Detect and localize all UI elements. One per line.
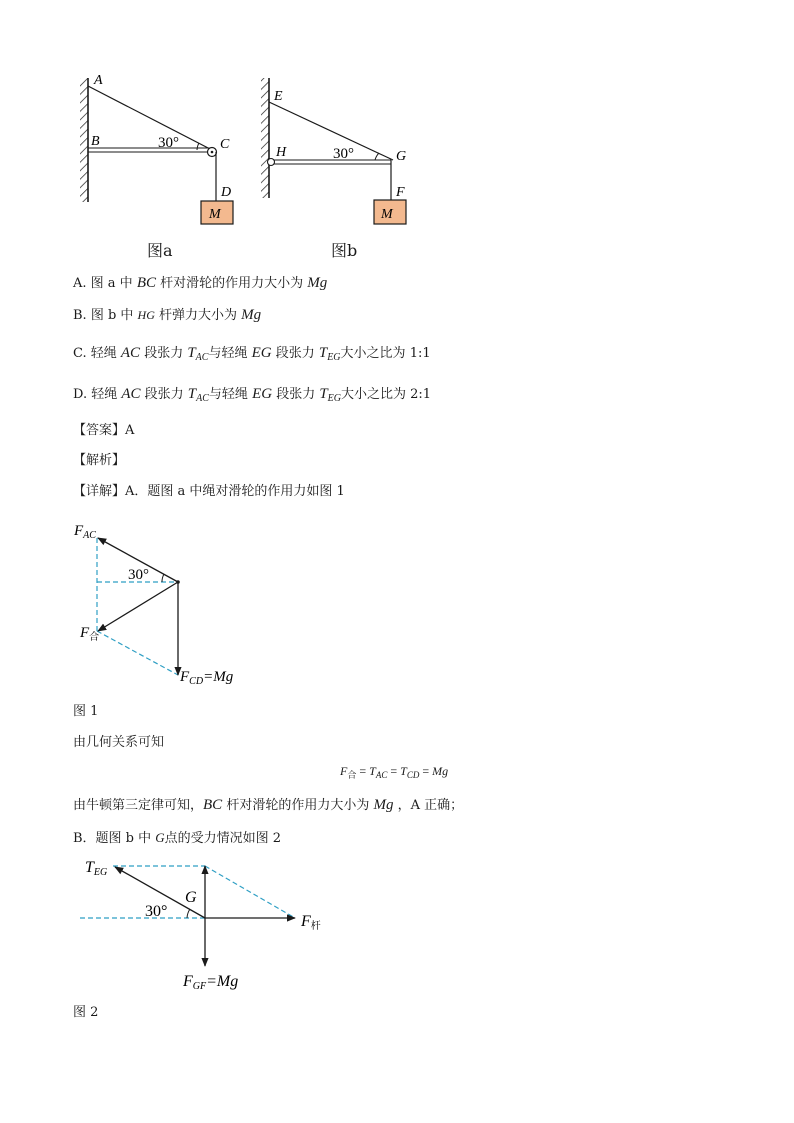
label-a: A [94, 73, 103, 88]
option-c: C. 轻绳 AC 段张力 $T_{AC}$与轻绳 EG 段张力 $T_{EG}$大小之比为 1:1 [73, 345, 431, 363]
wall-hatch [80, 78, 88, 202]
caption-figure-b: 图b [331, 241, 358, 260]
caption-figure-a: 图a [147, 241, 173, 260]
label-angle-b: 30° [333, 146, 354, 162]
angle-arc [162, 574, 164, 582]
label-g: G [396, 149, 407, 164]
figure-b [255, 78, 435, 230]
rope-ac [88, 86, 212, 150]
point-c [176, 580, 180, 584]
angle-arc [197, 143, 199, 150]
rope-eg [269, 102, 393, 160]
label-angle-a: 30° [158, 135, 179, 151]
arrow-f-he [98, 582, 178, 631]
label-h: H [276, 145, 287, 160]
label-f-ac: $F_{AC}$ [74, 523, 96, 541]
label-m-a: M [209, 207, 221, 222]
analysis-tag: 【解析】 [73, 453, 126, 468]
label-t-eg: TEG [85, 859, 108, 878]
figure-1 [70, 515, 270, 690]
newton-line: 由牛顿第三定律可知，BC 杆对滑轮的作用力大小为 Mg ，A 正确； [73, 797, 464, 813]
label-e: E [274, 89, 283, 104]
angle-arc [375, 153, 379, 160]
label-b: B [91, 134, 100, 149]
label-g: G [185, 889, 197, 906]
geometry-line: 由几何关系可知 [73, 735, 165, 750]
caption-figure-2: 图 2 [73, 1005, 99, 1020]
label-d: D [221, 185, 232, 200]
answer-line: 【答案】A [73, 423, 135, 438]
formula-force-balance: $F_合 = T_{AC} = T_{CD} = Mg$ [340, 764, 449, 780]
part-b-line: B．题图 b 中 G点的受力情况如图 2 [73, 830, 282, 846]
label-f-gf: FGF=Mg [183, 973, 239, 992]
label-c: C [220, 137, 230, 152]
option-a: A. 图 a 中 BC 杆对滑轮的作用力大小为 Mg [73, 275, 328, 291]
option-d: D. 轻绳 AC 段张力 $T_{AC}$与轻绳 EG 段张力 $T_{EG}$大小之比为 2:1 [73, 386, 432, 404]
label-angle-2: 30° [145, 903, 168, 920]
label-f-he: $F_合$ [80, 625, 100, 643]
label-f-gan: F杆 [301, 913, 321, 932]
label-f-cd: $F_{CD}=Mg$ [180, 669, 234, 687]
option-b: B. 图 b 中 HG 杆弹力大小为 Mg [73, 307, 262, 323]
figure-a [70, 70, 250, 230]
label-angle-1: 30° [128, 567, 149, 583]
label-m-b: M [381, 207, 393, 222]
caption-figure-1: 图 1 [73, 704, 99, 719]
angle-arc [187, 909, 190, 918]
detail-line: 【详解】A．题图 a 中绳对滑轮的作用力如图 1 [73, 484, 345, 499]
dash-diagonal [205, 866, 295, 918]
hinge-h [268, 159, 275, 166]
label-f: F [396, 185, 405, 200]
figure-2 [75, 850, 335, 995]
dash-diagonal [97, 631, 178, 675]
wall-hatch [261, 78, 269, 198]
